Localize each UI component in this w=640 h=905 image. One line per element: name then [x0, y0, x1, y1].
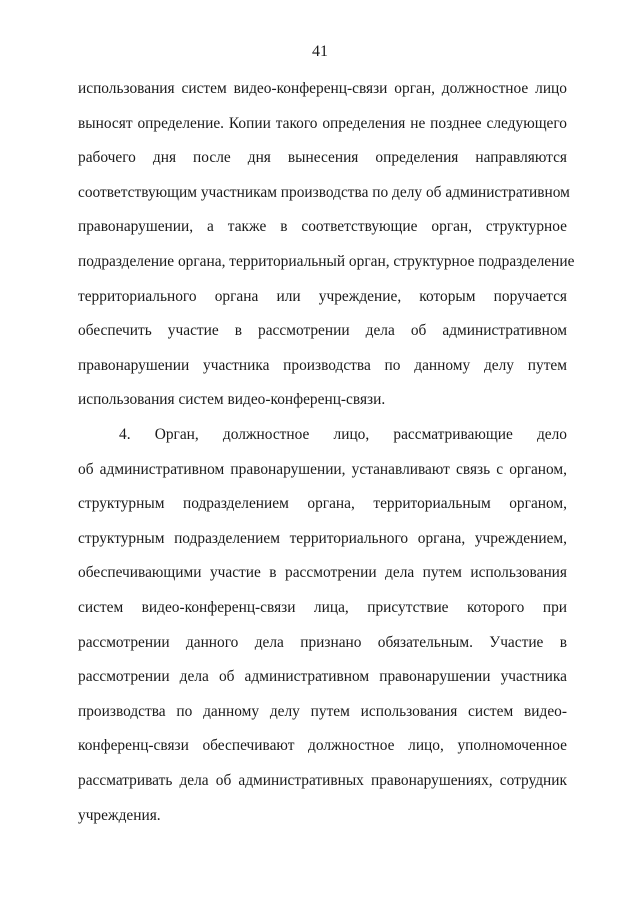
text-line: конференц-связи обеспечивают должностное лицо, уполномоченное [78, 737, 567, 755]
text-line: структурным подразделением органа, территориальным органом, [78, 495, 567, 513]
text-line: обеспечивающими участие в рассмотрении дела путем использования [78, 564, 567, 582]
text-line: рабочего дня после дня вынесения определения направляются [78, 149, 567, 167]
text-line: территориального органа или учреждение, которым поручается [78, 287, 567, 305]
paragraph-continuation [78, 79, 575, 425]
text-line: использования систем видео-конференц-связи. [78, 391, 386, 409]
text-line: правонарушении участника производства по данному делу путем [78, 356, 567, 374]
text-line: использования систем видео-конференц-связи орган, должностное лицо [78, 80, 567, 97]
text-line: об административном правонарушении, устанавливают связь с органом, [78, 460, 567, 478]
text-line: соответствующим участникам производства по делу об административном [78, 183, 570, 201]
paragraph-item-4 [78, 425, 567, 840]
text-line: рассматривать дела об административных правонарушениях, сотрудник [78, 771, 567, 789]
text-line: производства по данному делу путем использования систем видео- [78, 702, 567, 720]
page-number: 41 [312, 43, 328, 60]
text-line: 4. Орган, должностное лицо, рассматривающие дело [119, 426, 567, 443]
text-line: структурным подразделением территориального органа, учреждением, [78, 529, 567, 547]
text-line: рассмотрении дела об административном правонарушении участника [78, 668, 567, 686]
text-line: обеспечить участие в рассмотрении дела об административном [78, 322, 567, 340]
text-line: правонарушении, а также в соответствующие орган, структурное [78, 218, 567, 236]
text-line: систем видео-конференц-связи лица, присутствие которого при [78, 598, 567, 616]
text-line: подразделение органа, территориальный орган, структурное подразделение [78, 252, 575, 270]
text-line: выносят определение. Копии такого определения не позднее следующего [78, 114, 567, 132]
text-line: учреждения. [78, 806, 161, 824]
text-line: рассмотрении данного дела признано обязательным. Участие в [78, 633, 567, 651]
